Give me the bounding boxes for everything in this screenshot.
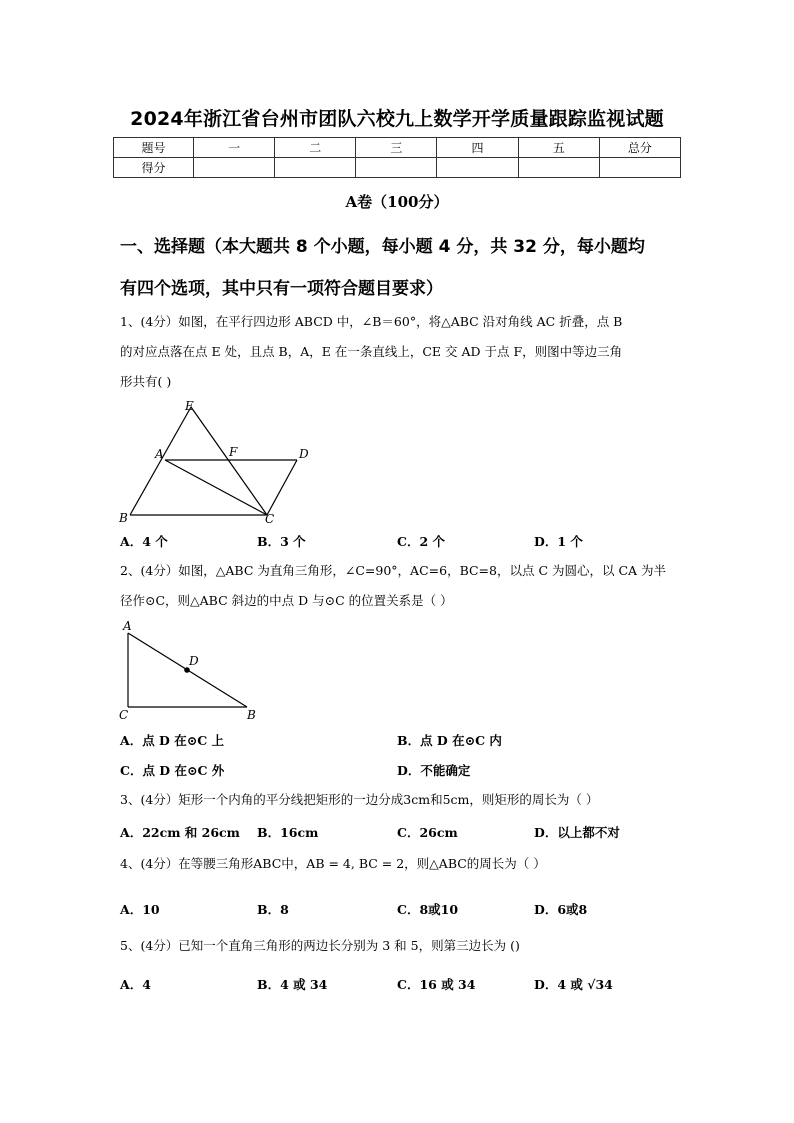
q1-option-a[interactable]: A．4 个	[120, 534, 168, 549]
q4-option-a[interactable]: A．10	[120, 902, 160, 917]
q1-label-f: F	[229, 445, 238, 459]
q1-option-c[interactable]: C．2 个	[397, 534, 445, 549]
q3-text: 3、(4分）矩形一个内角的平分线把矩形的一边分成3cm和5cm，则矩形的周长为（ ）	[120, 792, 599, 807]
q5-option-c[interactable]: C．16 或 34	[397, 977, 476, 992]
q4-option-d[interactable]: D．6或8	[534, 902, 588, 917]
score-cell[interactable]	[275, 158, 356, 178]
q5-text: 5、(4分）已知一个直角三角形的两边长分别为 3 和 5，则第三边长为 ()	[120, 938, 520, 953]
q1-option-b[interactable]: B．3 个	[257, 534, 306, 549]
score-header-cell: 总分	[599, 138, 680, 158]
score-header-cell: 三	[356, 138, 437, 158]
score-header-cell: 四	[437, 138, 518, 158]
page-title: 2024年浙江省台州市团队六校九上数学开学质量跟踪监视试题	[130, 108, 664, 130]
q1-line1: 1、(4分）如图，在平行四边形 ABCD 中，∠B＝60°，将△ABC 沿对角线 AC 折叠，点 B	[120, 314, 623, 329]
q1-line-dc	[267, 460, 297, 515]
q5-option-b[interactable]: B．4 或 34	[257, 977, 328, 992]
q1-label-d: D	[299, 447, 309, 461]
score-header-cell: 五	[518, 138, 599, 158]
q4-option-b[interactable]: B．8	[257, 902, 289, 917]
q2-option-c[interactable]: C．点 D 在⊙C 外	[120, 763, 225, 778]
score-cell[interactable]	[437, 158, 518, 178]
q3-option-c[interactable]: C．26cm	[397, 825, 458, 840]
q3-option-b[interactable]: B．16cm	[257, 825, 319, 840]
q1-line-ac	[165, 460, 267, 515]
score-cell[interactable]	[194, 158, 275, 178]
volume-heading: A卷（100分）	[345, 193, 449, 211]
q2-label-d: D	[189, 654, 199, 668]
q5-option-d[interactable]: D．4 或 √34	[534, 977, 613, 992]
q2-label-b: B	[247, 708, 256, 722]
section-heading-line2: 有四个选项，其中只有一项符合题目要求）	[120, 279, 443, 299]
score-cell[interactable]	[356, 158, 437, 178]
score-table	[113, 137, 681, 178]
q1-label-a: A	[155, 447, 164, 461]
q3-option-d[interactable]: D．以上都不对	[534, 825, 620, 840]
score-table-header-row	[114, 138, 681, 158]
q5-option-a[interactable]: A．4	[120, 977, 151, 992]
score-row-label: 得分	[114, 158, 194, 178]
q1-option-d[interactable]: D．1 个	[534, 534, 583, 549]
q2-triangle-figure	[115, 615, 265, 725]
q3-option-a[interactable]: A．22cm 和 26cm	[120, 825, 240, 840]
q1-line-ec	[191, 407, 267, 515]
q1-label-b: B	[119, 511, 128, 525]
q2-option-b[interactable]: B．点 D 在⊙C 内	[397, 733, 502, 748]
score-table-score-row	[114, 158, 681, 178]
q2-option-d[interactable]: D．不能确定	[397, 763, 471, 778]
score-cell[interactable]	[518, 158, 599, 178]
section-heading-line1: 一、选择题（本大题共 8 个小题，每小题 4 分，共 32 分，每小题均	[120, 237, 645, 257]
score-cell[interactable]	[599, 158, 680, 178]
score-header-cell: 一	[194, 138, 275, 158]
q1-line3: 形共有( )	[120, 374, 172, 389]
q4-text: 4、(4分）在等腰三角形ABC中，AB = 4, BC = 2，则△ABC的周长为（ ）	[120, 856, 546, 871]
q2-option-a[interactable]: A．点 D 在⊙C 上	[120, 733, 225, 748]
q2-point-d	[184, 667, 190, 673]
q2-label-a: A	[123, 619, 132, 633]
q1-line2: 的对应点落在点 E 处，且点 B，A，E 在一条直线上，CE 交 AD 于点 F，则图中等边三角	[120, 344, 623, 359]
q1-label-c: C	[265, 512, 275, 526]
q1-label-e: E	[185, 399, 194, 413]
score-header-cell: 题号	[114, 138, 194, 158]
q2-line2: 径作⊙C，则△ABC 斜边的中点 D 与⊙C 的位置关系是（ ）	[120, 593, 453, 608]
q4-option-c[interactable]: C．8或10	[397, 902, 459, 917]
q2-line1: 2、(4分）如图，△ABC 为直角三角形，∠C=90°，AC=6，BC=8，以点 C 为圆心，以 CA 为半	[120, 563, 667, 578]
q1-parallelogram-figure	[115, 398, 315, 528]
q1-line-be	[130, 407, 191, 515]
score-header-cell: 二	[275, 138, 356, 158]
q2-label-c: C	[119, 708, 129, 722]
